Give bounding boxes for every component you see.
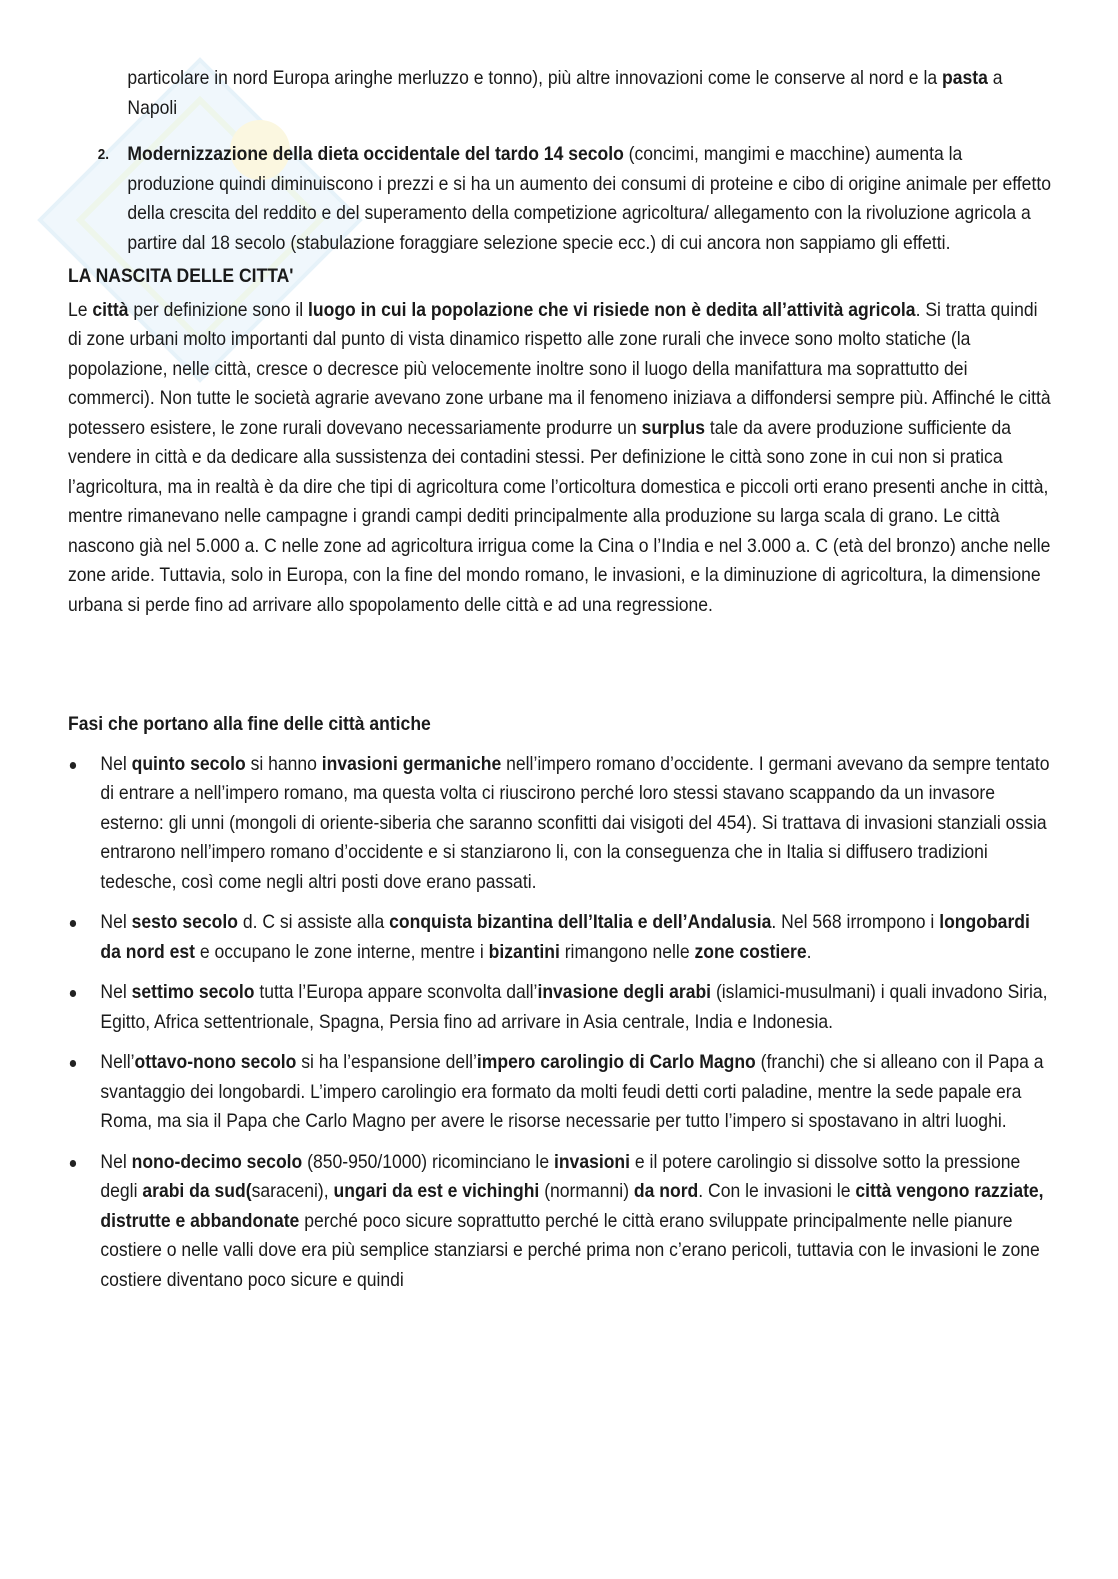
bullet-list [68,750,1053,1296]
bold-text: ottavo-nono secolo [134,1051,297,1073]
bold-text: quinto secolo [131,752,246,775]
document-content [68,64,1053,1306]
list-item-text [100,1048,1052,1137]
bold-text: nono-decimo secolo [131,1150,303,1173]
text-run: (normanni) [539,1180,634,1202]
text-run: perché poco sicure soprattutto perché le città erano sviluppate principalmente nelle pianure costiere o nelle valli dove era più semplice stanziarsi e perché prima non c’erano pericoli, tuttavia con le invasioni le zone costiere diventano poco sicure e quindi [100,1209,1040,1291]
bold-text: invasioni germaniche [321,752,502,775]
text-run: . [806,940,812,963]
text-run: per definizione sono il [128,298,309,321]
text-run: (franchi) che si alleano con il Papa a svantaggio dei longobardi. L’impero carolingio era formato da molti feudi detti corti paladine, mentre la sede papale era Roma, ma sia il Papa che Carlo Magno per avere le risorse necessarie per tutto l’impero si spostavano in altri luoghi. [100,1051,1044,1132]
section-heading: LA NASCITA DELLE CITTA' [68,265,294,287]
text-run: Nel [100,1150,132,1173]
subsection-heading: Fasi che portano alla fine delle città antiche [68,713,431,735]
bold-text: bizantini [488,940,560,963]
list-item-text [100,908,1052,967]
text-run: particolare in nord Europa aringhe merluzzo e tonno), più altre innovazioni come le conserve al nord e la [127,67,942,89]
text-run: Le [68,298,93,321]
bold-text: settimo secolo [131,981,255,1003]
bold-text: arabi da sud( [142,1180,252,1202]
bullet-icon [68,908,100,967]
list-item [68,978,1053,1037]
bold-text: Modernizzazione della dieta occidentale del tardo 14 secolo [127,143,624,165]
list-item-text [100,978,1052,1037]
bold-text: impero carolingio di Carlo Magno [476,1051,756,1073]
text-run: Nel [100,752,132,775]
numbered-item-text [127,140,1052,258]
bold-text: da nord [633,1180,699,1202]
text-run: Nel [100,981,132,1003]
numbered-item-2 [68,140,1053,258]
text-run: e occupano le zone interne, mentre i [194,940,489,963]
text-run: d. C si assiste alla [237,911,390,933]
text-run: . Nel 568 irrompono i [771,911,940,933]
text-run: tutta l’Europa appare sconvolta dall’ [254,981,538,1003]
text-run: si hanno [245,752,322,775]
bold-text: surplus [641,416,706,439]
bold-text: pasta [941,67,988,89]
text-run: (concimi, mangimi e macchine) aumenta la produzione quindi diminuiscono i prezzi e si ha un aumento dei consumi di proteine e cibo di origine animale per effetto della crescita del reddito e del superamento della competizione agricoltura/ allegamento con la rivoluzione agricola a partire dal 18 secolo (stabulazione foraggiare selezione specie ecc.) di cui ancora non sappiamo gli effetti. [127,143,1051,254]
list-item [68,1048,1053,1137]
text-run: e il potere carolingio si dissolve sotto la pressione degli [100,1150,1021,1202]
list-item [68,750,1053,898]
bullet-icon [68,1048,100,1137]
text-run: nell’impero romano d’occidente. I germani avevano da sempre tentato di entrare a nell’impero romano, ma questa volta ci riuscirono perché loro stessi stavano scappando da un invasore esterno: gli unni (mongoli di oriente-siberia che saranno sconfitti dai visigoti del 454). Si trattava di invasioni stanziali ossia entrarono nell’impero romano d’occidente e si stanziarono li, con la conseguenza che in Italia si diffusero tradizioni tedesche, così come negli altri posti dove erano passati. [100,752,1050,893]
list-item-text [100,750,1052,898]
text-run: Nel [100,911,132,933]
bold-text: invasione degli arabi [537,981,712,1003]
bold-text: zone costiere [694,940,807,963]
bold-text: sesto secolo [131,911,238,933]
text-run: (850-950/1000) ricominciano le [302,1150,554,1173]
bold-text: conquista bizantina dell’Italia e dell’Andalusia [389,911,772,933]
text-run: . Si tratta quindi di zone urbani molto importanti dal punto di vista dinamico rispetto alle zone rurali che invece sono molto statiche (la popolazione, nelle città, cresce o decresce più velocemente inoltre sono il luogo della manifattura ma soprattutto dei commerci). Non tutte le società agrarie avevano zone urbane ma il fenomeno iniziava a diffondersi sempre più. Affinché le città potessero esistere, le zone rurali dovevano necessariamente produrre un [68,298,1051,439]
body-paragraph [68,296,1053,621]
bold-text: invasioni [553,1150,631,1173]
text-run: (islamici-musulmani) i quali invadono Siria, Egitto, Africa settentrionale, Spagna, Persia fino ad arrivare in Asia centrale, India e Indonesia. [100,981,1048,1033]
bold-text: città [92,298,129,321]
bold-text: ungari da est e vichinghi [333,1180,540,1202]
list-item [68,1148,1053,1296]
list-number: 2. [97,146,109,163]
text-run: . Con le invasioni le [698,1180,856,1202]
bold-text: longobardi da nord est [100,911,1030,963]
text-run: tale da avere produzione sufficiente da vendere in città e da dedicare alla sussistenza dei contadini stessi. Per definizione le città sono zone in cui non si pratica l’agricoltura, ma in realtà è da dire che tipi di agricoltura come l’orticoltura domestica e piccoli orti erano presenti anche in città, mentre rimanevano nelle campagne i grandi campi dediti principalmente alla produzione su larga scala di grano. Le città nascono già nel 5.000 a. C nelle zone ad agricoltura irrigua come la Cina o l’India e nel 3.000 a. C (età del bronzo) anche nelle zone aride. Tuttavia, solo in Europa, con la fine del mondo romano, le invasioni, e la diminuzione di agricoltura, la dimensione urbana si perde fino ad arrivare allo spopolamento delle città e ad una regressione. [68,416,1051,616]
bold-text: città vengono razziate, distrutte e abbandonate [100,1180,1044,1232]
bullet-icon [68,978,100,1037]
text-run: a Napoli [127,67,1003,119]
text-run: rimangono nelle [559,940,695,963]
text-run: saraceni), [251,1180,334,1202]
text-run: si ha l’espansione dell’ [296,1051,477,1073]
bold-text: luogo in cui la popolazione che vi risiede non è dedita all’attività agricola [308,298,916,321]
bullet-icon [68,1148,100,1296]
list-item-text [100,1148,1052,1296]
list-item [68,908,1053,967]
paragraph-continuation [68,64,1053,123]
text-run: Nell’ [100,1051,135,1073]
bullet-icon [68,750,100,898]
